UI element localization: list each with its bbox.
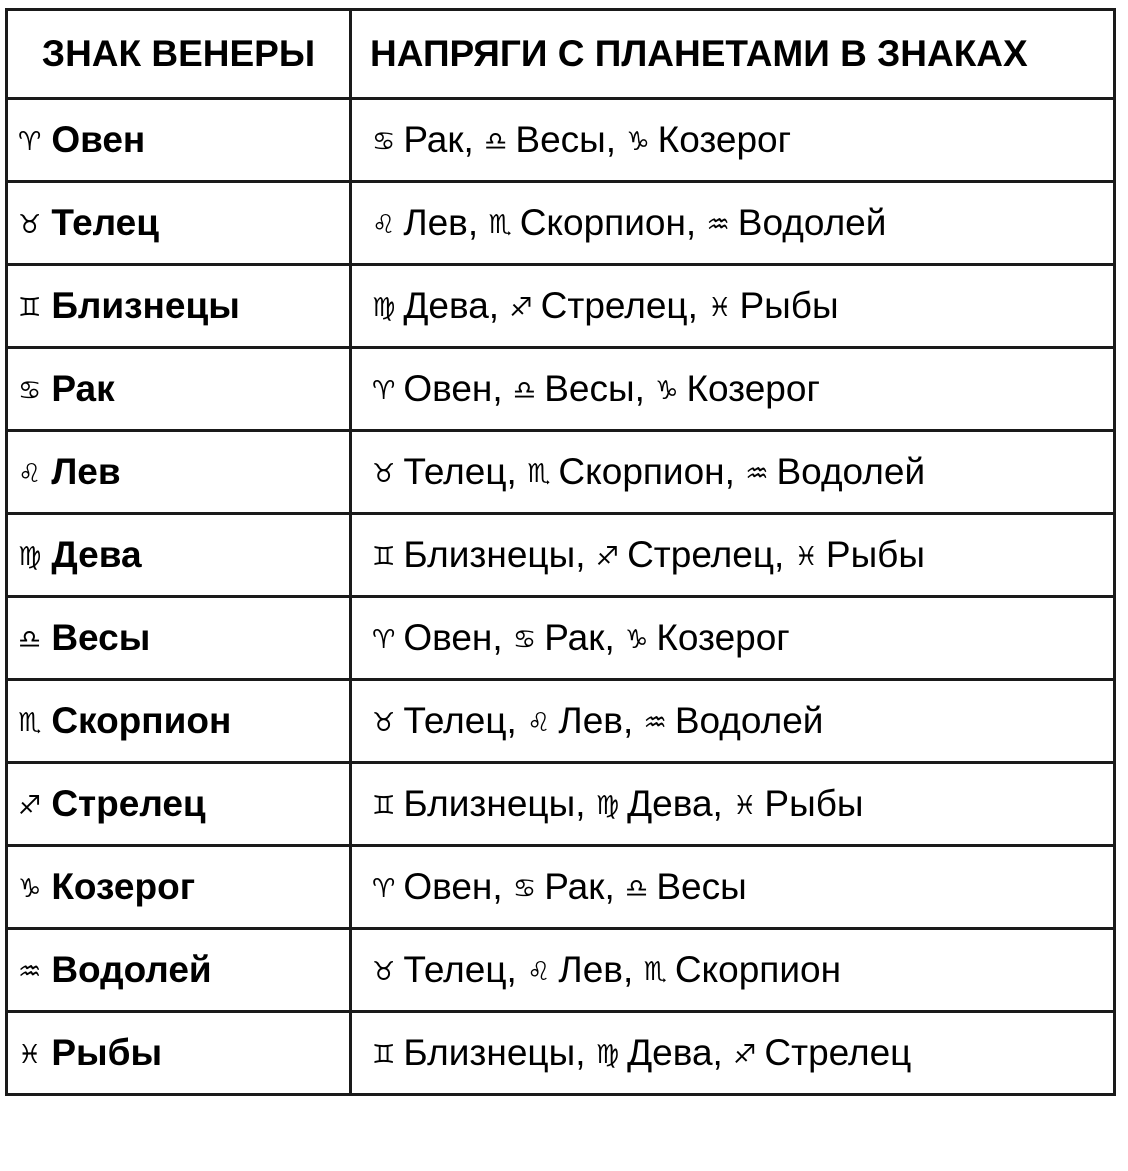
tension-sign-name: Весы <box>656 866 747 907</box>
venus-sign-name: Телец <box>51 202 159 243</box>
tension-sign-name: Телец <box>403 949 507 990</box>
zodiac-icon: ♍ <box>595 791 620 821</box>
zodiac-icon: ♌ <box>527 708 551 738</box>
venus-sign-name: Дева <box>51 534 142 575</box>
venus-sign-name: Скорпион <box>51 700 232 741</box>
venus-sign-name: Овен <box>51 119 146 160</box>
tension-sign-name: Лев <box>558 949 623 990</box>
tension-signs-cell: ♊ Близнецы, ♐ Стрелец, ♓ Рыбы <box>351 514 1115 597</box>
venus-sign-cell <box>7 846 351 929</box>
tension-signs-cell: ♌ Лев, ♏ Скорпион, ♒ Водолей <box>351 182 1115 265</box>
tension-signs-cell: ♉ Телец, ♌ Лев, ♒ Водолей <box>351 680 1115 763</box>
table-row <box>7 99 1115 182</box>
zodiac-icon: ♉ <box>372 459 396 489</box>
zodiac-icon: ♐ <box>18 791 42 821</box>
zodiac-icon: ♑ <box>18 874 42 904</box>
tension-sign-name: Близнецы <box>403 534 576 575</box>
zodiac-icon: ♊ <box>372 542 396 572</box>
tension-sign-name: Стрелец <box>540 285 688 326</box>
table-row <box>7 597 1115 680</box>
tension-sign-name: Овен <box>403 368 493 409</box>
venus-sign-name: Козерог <box>51 866 196 907</box>
zodiac-icon: ♎ <box>512 376 537 406</box>
zodiac-icon: ♑ <box>625 625 649 655</box>
zodiac-icon: ♈ <box>372 625 396 655</box>
tension-signs-cell: ♈ Овен, ♋ Рак, ♎ Весы <box>351 846 1115 929</box>
tension-signs-cell: ♈ Овен, ♎ Весы, ♑ Козерог <box>351 348 1115 431</box>
venus-sign-name: Лев <box>51 451 121 492</box>
zodiac-icon: ♓ <box>708 293 732 323</box>
venus-sign-cell <box>7 680 351 763</box>
table-row <box>7 763 1115 846</box>
zodiac-icon: ♍ <box>372 293 396 323</box>
zodiac-icon: ♊ <box>18 293 42 323</box>
venus-sign-cell <box>7 514 351 597</box>
zodiac-icon: ♌ <box>372 210 396 240</box>
tension-sign-name: Лев <box>403 202 468 243</box>
table-row <box>7 680 1115 763</box>
tension-sign-name: Телец <box>403 700 507 741</box>
table-row <box>7 514 1115 597</box>
header-tensions: НАПРЯГИ С ПЛАНЕТАМИ В ЗНАКАХ <box>351 10 1115 99</box>
zodiac-icon: ♈ <box>18 127 42 157</box>
zodiac-icon: ♌ <box>527 957 551 987</box>
tension-sign-name: Козерог <box>686 368 820 409</box>
tension-sign-name: Близнецы <box>403 1032 576 1073</box>
tension-sign-name: Стрелец <box>627 534 775 575</box>
tension-sign-name: Весы <box>515 119 606 160</box>
zodiac-icon: ♑ <box>655 376 679 406</box>
table-row <box>7 182 1115 265</box>
zodiac-icon: ♓ <box>733 791 757 821</box>
venus-tension-table <box>5 8 1116 1096</box>
zodiac-icon: ♋ <box>512 625 537 655</box>
tension-sign-name: Рыбы <box>739 285 839 326</box>
tension-signs-cell: ♋ Рак, ♎ Весы, ♑ Козерог <box>351 99 1115 182</box>
tension-sign-name: Овен <box>403 617 493 658</box>
venus-sign-cell <box>7 929 351 1012</box>
tension-signs-cell: ♉ Телец, ♏ Скорпион, ♒ Водолей <box>351 431 1115 514</box>
table-row <box>7 846 1115 929</box>
venus-sign-name: Рыбы <box>51 1032 163 1073</box>
zodiac-icon: ♏ <box>18 708 42 738</box>
zodiac-icon: ♒ <box>643 708 667 738</box>
tension-sign-name: Рак <box>544 866 605 907</box>
tension-sign-name: Козерог <box>657 119 792 160</box>
tension-sign-name: Телец <box>403 451 507 492</box>
zodiac-icon: ♍ <box>595 1040 620 1070</box>
venus-sign-name: Водолей <box>51 949 212 990</box>
tension-sign-name: Рыбы <box>764 783 864 824</box>
tension-sign-name: Овен <box>403 866 493 907</box>
tension-sign-name: Рыбы <box>825 534 925 575</box>
zodiac-icon: ♈ <box>372 376 396 406</box>
zodiac-icon: ♌ <box>18 459 42 489</box>
venus-sign-name: Близнецы <box>51 285 240 326</box>
tension-signs-cell: ♍ Дева, ♐ Стрелец, ♓ Рыбы <box>351 265 1115 348</box>
tension-sign-name: Рак <box>403 119 464 160</box>
venus-tension-table-wrapper <box>5 8 1113 1096</box>
zodiac-icon: ♊ <box>372 791 396 821</box>
zodiac-icon: ♐ <box>509 293 533 323</box>
zodiac-icon: ♐ <box>595 542 620 572</box>
zodiac-icon: ♏ <box>527 459 551 489</box>
table-row <box>7 265 1115 348</box>
table-row <box>7 431 1115 514</box>
venus-sign-cell <box>7 763 351 846</box>
tension-signs-cell: ♉ Телец, ♌ Лев, ♏ Скорпион <box>351 929 1115 1012</box>
tension-sign-name: Весы <box>544 368 635 409</box>
zodiac-icon: ♒ <box>745 459 769 489</box>
zodiac-icon: ♋ <box>512 874 537 904</box>
tension-signs-cell: ♈ Овен, ♋ Рак, ♑ Козерог <box>351 597 1115 680</box>
zodiac-icon: ♉ <box>372 957 396 987</box>
header-venus-sign: ЗНАК ВЕНЕРЫ <box>7 10 351 99</box>
zodiac-icon: ♉ <box>18 210 42 240</box>
tension-sign-name: Близнецы <box>403 783 576 824</box>
tension-signs-cell: ♊ Близнецы, ♍ Дева, ♓ Рыбы <box>351 763 1115 846</box>
tension-signs-cell: ♊ Близнецы, ♍ Дева, ♐ Стрелец <box>351 1012 1115 1095</box>
table-row <box>7 348 1115 431</box>
zodiac-icon: ♎ <box>484 127 508 157</box>
zodiac-icon: ♎ <box>625 874 649 904</box>
zodiac-icon: ♑ <box>626 127 650 157</box>
tension-sign-name: Скорпион <box>519 202 686 243</box>
tension-sign-name: Водолей <box>737 202 887 243</box>
zodiac-icon: ♊ <box>372 1040 396 1070</box>
tension-sign-name: Скорпион <box>558 451 725 492</box>
zodiac-icon: ♏ <box>643 957 667 987</box>
tension-sign-name: Дева <box>627 1032 713 1073</box>
table-row <box>7 1012 1115 1095</box>
zodiac-icon: ♐ <box>733 1040 757 1070</box>
zodiac-icon: ♒ <box>706 210 730 240</box>
zodiac-icon: ♓ <box>18 1040 42 1070</box>
tension-sign-name: Дева <box>627 783 713 824</box>
venus-sign-cell <box>7 597 351 680</box>
table-header-row <box>7 10 1115 99</box>
venus-sign-name: Рак <box>51 368 115 409</box>
zodiac-icon: ♍ <box>18 542 42 572</box>
tension-sign-name: Скорпион <box>674 949 842 990</box>
table-body <box>7 99 1115 1095</box>
venus-sign-cell <box>7 1012 351 1095</box>
zodiac-icon: ♉ <box>372 708 396 738</box>
zodiac-icon: ♏ <box>488 210 512 240</box>
tension-sign-name: Рак <box>544 617 605 658</box>
tension-sign-name: Лев <box>558 700 623 741</box>
venus-sign-name: Стрелец <box>51 783 206 824</box>
venus-sign-cell <box>7 348 351 431</box>
venus-sign-name: Весы <box>51 617 151 658</box>
zodiac-icon: ♎ <box>18 625 42 655</box>
zodiac-icon: ♒ <box>18 957 42 987</box>
zodiac-icon: ♋ <box>372 127 396 157</box>
tension-sign-name: Стрелец <box>764 1032 912 1073</box>
zodiac-icon: ♋ <box>18 376 42 406</box>
tension-sign-name: Водолей <box>674 700 824 741</box>
venus-sign-cell <box>7 265 351 348</box>
table-row <box>7 929 1115 1012</box>
tension-sign-name: Дева <box>403 285 489 326</box>
tension-sign-name: Водолей <box>776 451 926 492</box>
venus-sign-cell <box>7 182 351 265</box>
zodiac-icon: ♈ <box>372 874 396 904</box>
zodiac-icon: ♓ <box>794 542 818 572</box>
venus-sign-cell <box>7 99 351 182</box>
venus-sign-cell <box>7 431 351 514</box>
tension-sign-name: Козерог <box>656 617 790 658</box>
